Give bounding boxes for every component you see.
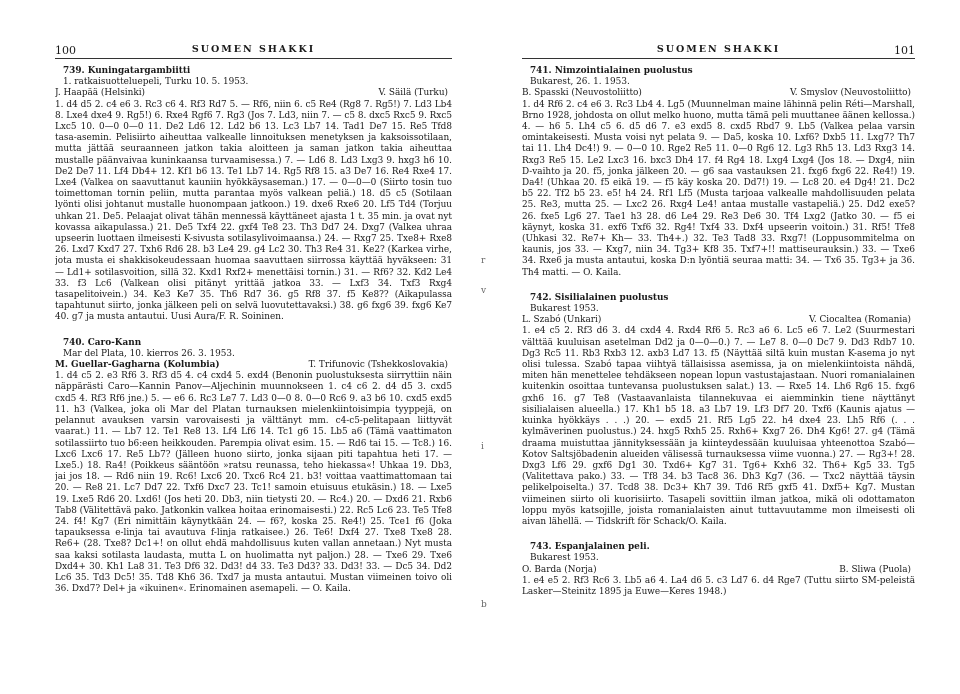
game-743-subtitle: Bukarest 1953. — [530, 553, 599, 564]
game-742-moves: 1. e4 c5 2. Rf3 d6 3. d4 cxd4 4. Rxd4 Rf6 5. Rc3 a6 6. Lc5 e6 7. Le2 (Suurmestari välttää kuuluisan asetelman Dd2 ja 0—0—0.) 7. — Le7 8. 0—0 Dc7 9. Dd3 Rdb7 10. Dg3 Rc5 11. Rb3 Rxb3 12. axb3 Ld7 13. f5 (Näyttää siltä kuin mustan K-asema jo nyt olisi tulessa. Szabó tapaa viihtyä tällaisissa asemissa, ja on mielenkiintoista nähdä, miten hän menettelee tehdäkseen nopean lopun vastustajastaan. Nuori romanialainen kuitenkin osoittaa tuntevansa puolustuksen salat.) 13. — Rxe5 14. Lh6 Rg6 15. fxg6 gxh6 16. g7 Te8 (Vastaavanlaista tilannekuvaa ei aiemminkin tiene näyttänyt sisilialaisen alueella.) 17. Kh1 b5 18. a3 Lb7 19. Lf3 Df7 20. Txf6 (Kaunis ajatus — kuinka hyökkäys . . .) 20. — exd5 21. Rf5 Lg5 22. h4 dxe4 23. Lh5 Rf6 (. . . kylmäverinen puolustus.) 24. hxg5 Rxh5 25. Rxh6+ Kxg7 26. Dh4 Kg6! 27. g4 (Tämä draama muistuttaa jännityksessään ja kiinteydessään kuuluisaa yhteenottoa Szabó—Kotov Saltsjöbadenin alueiden välisessä turnauksessa viime vuonna.) 27. — Rg3+! 28. Dxg3 Lf6 29. gxf6 Dg1 30. Txd6+ Kg7 31. Tg6+ Kxh6 32. Th6+ Kg5 33. Tg5 (Valitettava pako.) 33. — Tf8 34. b3 Tac8 36. Dh3 Kg7 (36. — Txc2 näyttää täysin pelikelpoiselta.) 37. Tcd8 38. Dc3+ Kh7 39. Td6 Rf5 gxf5 41. Dxf5+ Kg7. Mustan viimeinen siirto oli kuorisiirto. Tasapeli sovittiin ilman jatkoa, mikä oli odottamaton loppu myös katsojille, joista romanialaisten ainut tuttavuutamme mon ilmeisesti oli aivan lähellä. — Tidskrift för Schack/O. Kaila. — [522, 326, 915, 527]
game-742 — [522, 293, 915, 528]
right-page-body — [522, 66, 915, 598]
game-741-title: 741. Nimzointialainen puolustus — [530, 66, 693, 76]
margin-mark: i — [481, 442, 484, 452]
page-number-right: 101 — [894, 44, 915, 57]
game-739-players — [55, 88, 448, 99]
game-743-players — [522, 565, 911, 576]
page-number-left: 100 — [55, 44, 76, 57]
game-741-subtitle: Bukarest, 26. 1. 1953. — [530, 77, 630, 88]
margin-mark: v — [481, 286, 487, 296]
game-740-title: 740. Caro-Kann — [63, 337, 142, 348]
game-739-title: 739. Kuningatargambiitti — [63, 66, 191, 76]
game-742-title: 742. Sisilialainen puolustus — [530, 292, 669, 303]
game-741-white: B. Spasski (Neuvostoliitto) — [522, 88, 642, 99]
game-743-moves: 1. e4 e5 2. Rf3 Rc6 3. Lb5 a6 4. La4 d6 5. c3 Ld7 6. d4 Rge7 (Tuttu siirto SM-peleistä Lasker—Steinitz 1895 ja Euwe—Keres 1948.) — [522, 575, 915, 597]
left-running-head — [55, 44, 452, 59]
game-743-white: O. Barda (Norja) — [522, 564, 597, 575]
game-743-title: 743. Espanjalainen peli. — [530, 542, 650, 553]
running-head-title-left: SUOMEN SHAKKI — [191, 44, 316, 55]
game-741-moves: 1. d4 Rf6 2. c4 e6 3. Rc3 Lb4 4. Lg5 (Muunnelman maine lähinnä pelin Réti—Marshall, Brno 1928, johdosta on ollut melko huono, mutta tämä peli muuttanee äänen kellossa.) 4. — h6 5. Lh4 c5 6. d5 d6 7. e3 exd5 8. cxd5 Rbd7 9. Lb5 (Valkea pelaa varsin omintakeisesti. Musta voisi nyt pelata 9. — Da5, koska 10. Lxf6? Dxb5 11. Lxg7? Th7 tai 11. Lh4 Dc4!) 9. — 0—0 10. Rge2 Re5 11. 0—0 Rg6 12. Lg3 Rh5 13. Ld3 Rxg3 14. Rxg3 Re5 15. Le2 Lxc3 16. bxc3 Dh4 17. f4 Rg4 18. Lxg4 Lxg4 (Jos 18. — Dxg4, niin D-vaihto ja 20. f5, jonka jälkeen 20. — g6 saa vastauksen 21. fxg6 fxg6 22. Re4!) 19. Da4! (Uhkaa 20. f5 eikä 19. — f5 käy koska 20. Dd7!) 19. — Lc8 20. e4 Dg4! 21. Dc2 b5 22. Tf2 b5 23. e5! h4 24. Rf1 Lf5 (Musta tarjoaa valkealle mahdollisuuden pelata 25. Re3, mutta 25. — Lxc2 26. Rxg4 Le4! antaa mustalle vastapeliä.) 25. Dd2 exe5? 26. fxe5 Lg6 27. Tae1 h3 28. d6 Le4 29. Re3 De6 30. Tf4 Lxg2 (Jatko 30. — f5 ei käynyt, koska 31. exf6 Txf6 32. Rg4! Txf4 33. Dxf4 upseerin voitoin.) 31. Rf5! Tfe8 (Uhkasi 32. Re7+ Kh— 33. Th4+.) 32. Te3 Tad8 33. Rxg7! (Loppusommitelma on kaunis, jos 33. — Kxg7, niin 34. Tg3+ Kf8 35. Txf7+!! mattiseurauksin.) 33. — Txe6 34. Rxe6 ja musta antautui, koska D:n lyöntiä seuraa matti: 34. — Tx6 35. Tg3+ ja 36. Th4 matti. — O. Kaila. — [522, 99, 915, 278]
game-740-subtitle: Mar del Plata, 10. kierros 26. 3. 1953. — [63, 348, 235, 359]
right-running-head — [522, 44, 915, 59]
game-742-white: L. Szabó (Unkari) — [522, 315, 602, 326]
margin-mark: b — [481, 600, 487, 610]
game-741-players — [522, 88, 911, 99]
game-740-black: T. Trifunovic (Tshekkoslovakia) — [308, 360, 448, 371]
game-741 — [522, 66, 915, 279]
game-740-players — [55, 360, 448, 371]
game-739 — [55, 66, 452, 324]
margin-mark: r — [481, 256, 486, 266]
game-739-moves: 1. d4 d5 2. c4 e6 3. Rc3 c6 4. Rf3 Rd7 5. — Rf6, niin 6. c5 Re4 (Rg8 7. Rg5!) 7. Ld3 Lb4 8. Lxe4 dxe4 9. Rg5!) 6. Rxe4 Rgf6 7. Rg3 (Jos 7. Ld3, niin 7. — c5 8. dxc5 Rxc5 9. Rxc5 Lxc5 10. 0—0 0—0 11. De2 Ld6 12. Ld2 b6 13. Lc3 Lb7 14. Tad1 De7 15. Re5 Tfd8 tasa-asemin. Pelisiirto aiheuttaa valkealle linnoituksen menetyksen ja kaksoissotilaan, mutta jättää seuraanneen jatkon takia aloitteen ja saman jatkon takia aiheuttaa mustalle päänvaivaa kuninkaansa turvaamisessa.) 7. — Ld6 8. Ld3 Lxg3 9. hxg3 h6 10. De2 De7 11. Lf4 Db4+ 12. Kf1 b6 13. Te1 Lb7 14. Rg5 Rf8 15. a3 De7 16. Re4 Rxe4 17. Lxe4 (Valkea on saavuttanut kauniin hyökkäysaseman.) 17. — 0—0—0 (Siirto tosin tuo toimettoman tornin peliin, mutta parantaa myös valkean peliä.) 18. d5 c5 (Sotilaan lyönti olisi johtanut mustalle huonompaan jatkoon.) 19. dxe6 Rxe6 20. Lf5 Td4 (Torjuu uhkan 21. De5. Pelaajat olivat tähän mennessä käyttäneet ajasta 1 t. 35 min. ja ovat nyt kovassa aikapulassa.) 21. De5 Txf4 22. gxf4 Te8 23. Th3 Dd7 24. Dxg7 (Valkea uhraa upseerin luottaen ilmeisesti K-sivusta sotilasylivoimaansa.) 24. — Rxg7 25. Txe8+ Rxe8 26. Lxd7 Kxd7 27. Txh6 Rd6 28. b3 Le4 29. g4 Lc2 30. Th3 Re4 31. Ke2? (Karkea virhe, jota musta ei shakkisokeudessaan huomaa saavuttaen siirrossa käyttää hyväkseen: 31 — Ld1+ sotilasvoition, sillä 32. Kxd1 Rxf2+ menettäisi tornin.) 31. — Rf6? 32. Kd2 Le4 33. f3 Lc6 (Valkean olisi pitänyt yrittää jatkoa 33. — Lxf3 34. Txf3 Rxg4 tasapelitoivein.) 34. Ke3 Ke7 35. Th6 Rd7 36. g5 Rf8 37. f5 Ke8?? (Aikapulassa tapahtunut siirto, jonka jälkeen peli on selvä luovutettavaksi.) 38. g6 fxg6 39. fxg6 Ke7 40. g7 ja musta antautui. Uusi Aura/F. R. Soininen. — [55, 99, 452, 323]
game-740-moves: 1. d4 c5 2. e3 Rf6 3. Rf3 d5 4. c4 cxd4 5. exd4 (Benonin puolustuksesta siirryttiin näin näppärästi Caro—Kannin Panov—Aljechinin muunnokseen 1. c4 c6 2. d4 d5 3. cxd5 cxd5 4. Rf3 Rf6 jne.) 5. — e6 6. Rc3 Le7 7. Ld3 0—0 8. 0—0 Rc6 9. a3 b6 10. cxd5 exd5 11. h3 (Valkea, joka oli Mar del Platan turnauksen mielenkiintoisimpia tyyppejä, on pelannut avauksen varsin varovaisesti ja välttänyt mm. c4-c5-pelitapaan liittyvät vaarat.) 11. — Lb7 12. Te1 Re8 13. Lf4 Lf6 14. Tc1 g6 15. Lb5 a6 (Tämä vaattimaton sotilassiirto tuo b6:een heikkouden. Parempia olivat esim. 15. — Rd6 tai 15. — Tc8.) 16. Lxc6 Lxc6 17. Re5 Lb7? (Jälleen huono siirto, jonka sijaan piti tapahtua heti 17. — Lxe5.) 18. Ra4! (Poikkeus sääntöön »ratsu reunassa, teho hiekassa«! Uhkaa 19. Db3, jai jos 18. — Rd6 niin 19. Rc6! Lxc6 20. Txc6 Rc4 21. b3! voittaa vaattimattomaan tai 20. — Re8 21. Lc7 Dd7 22. Txf6 Dxc7 23. Tc1! samoin etuisuus etukäsin.) 18. — Lxe5 19. Lxe5 Rd6 20. Lxd6! (Jos heti 20. Db3, niin tietysti 20. — Rc4.) 20. — Dxd6 21. Rxb6 Tab8 (Välitettävä pako. Jatkonkin valkea hoitaa erinomaisesti.) 22. Rc5 Lc6 23. Te5 Tfe8 24. f4! Kg7 (Eri nimittäin käynytkään 24. — f6?, koska 25. Re4!) 25. Tce1 f6 (Joka tapauksessa e-linja tai avautuva f-linja ratkaisee.) 26. Te6! Dxf4 27. Txe8 Txe8 28. Re6+ (28. Txe8? Dc1+! on ollut ehdä mahdollisuus kuten vallan annetaan.) Nyt musta saa kaksi sotilasta laudasta, mutta L on huolimatta nyt paljon.) 28. — Txe6 29. Txe6 Dxd4+ 30. Kh1 La8 31. Te3 Df6 32. Dd3! d4 33. Te3 Dd3? 33. Dd3! 33. — Dc5 34. Dd2 Lc6 35. Td3 Dc5! 35. Td8 Kh6 36. Txd7 ja musta antautui. Mustan viimeinen toivo oli 36. Dxd7? Del+ ja «ikuinen«. Erinomainen asemapeli. — O. Kaila. — [55, 371, 452, 595]
right-page — [522, 0, 915, 694]
left-page — [55, 0, 452, 694]
game-742-players — [522, 315, 911, 326]
game-742-subtitle: Bukarest 1953. — [530, 304, 599, 315]
game-741-black: V. Smyslov (Neuvostoliitto) — [789, 88, 911, 99]
game-739-white: J. Haapää (Helsinki) — [55, 88, 145, 99]
game-743 — [522, 542, 915, 598]
game-739-black: V. Säilä (Turku) — [378, 88, 448, 99]
game-740 — [55, 338, 452, 596]
game-742-black: V. Ciocaltea (Romania) — [808, 315, 911, 326]
game-740-white: M. Guellar-Gagharna (Kolumbia) — [55, 360, 220, 371]
left-page-body — [55, 66, 452, 595]
game-743-black: B. Sliwa (Puola) — [839, 564, 911, 575]
running-head-title-right: SUOMEN SHAKKI — [656, 44, 781, 55]
game-739-subtitle: 1. ratkaisuotteluepeli, Turku 10. 5. 1953. — [63, 77, 249, 88]
